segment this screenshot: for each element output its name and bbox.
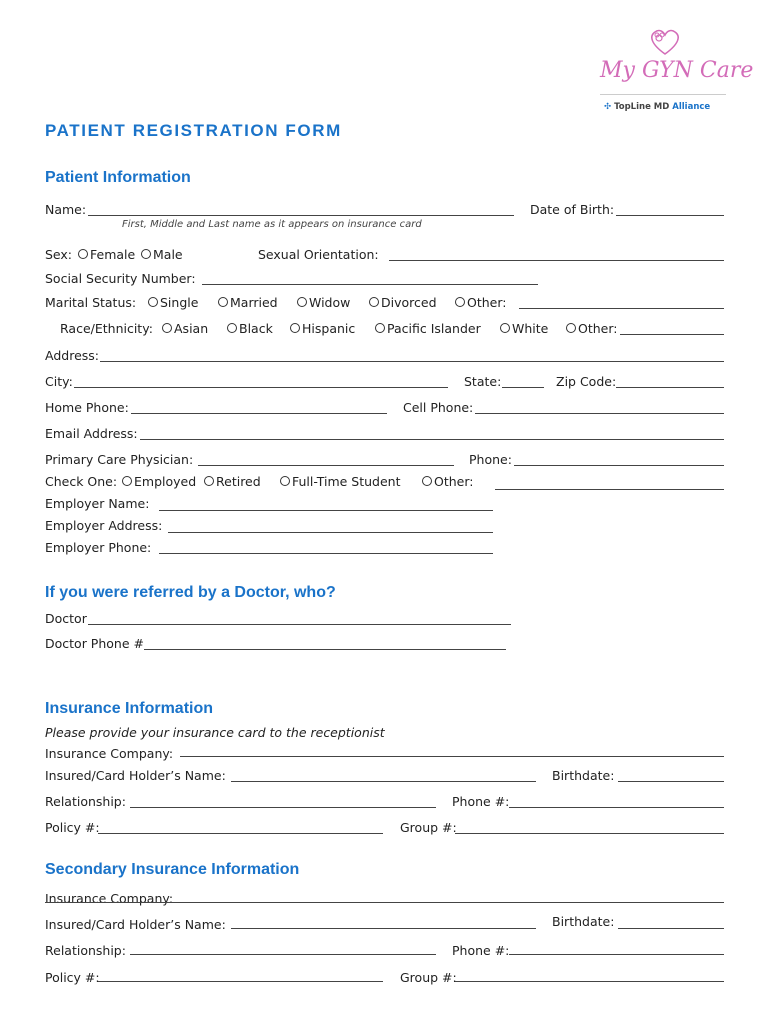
sec-birthdate-field[interactable]: [618, 928, 724, 929]
sec-birthdate-label: Birthdate:: [552, 914, 615, 929]
doctor-label: Doctor: [45, 611, 87, 626]
employer-phone-label: Employer Phone:: [45, 540, 152, 555]
insurance-note: Please provide your insurance card to the receptionist: [45, 725, 385, 740]
ins-relationship-label: Relationship:: [45, 794, 126, 809]
dob-field[interactable]: [616, 215, 724, 216]
form-title: PATIENT REGISTRATION FORM: [45, 121, 342, 140]
secondary-heading: Secondary Insurance Information: [45, 861, 300, 878]
ins-group-label: Group #:: [400, 820, 457, 835]
sec-group-field[interactable]: [455, 981, 724, 982]
partner-logo: [604, 102, 710, 112]
marital-single-radio[interactable]: Single: [148, 295, 198, 310]
ins-policy-field[interactable]: [98, 833, 383, 834]
insurance-heading: Insurance Information: [45, 700, 214, 717]
marital-label: Marital Status:: [45, 295, 137, 310]
doctor-field[interactable]: [88, 624, 511, 625]
employed-radio[interactable]: Employed: [122, 474, 196, 489]
check-other-field[interactable]: [495, 489, 724, 490]
ins-company-field[interactable]: [180, 756, 724, 757]
logo: [600, 26, 754, 116]
race-label: Race/Ethnicity:: [60, 321, 153, 336]
referral-heading: If you were referred by a Doctor, who?: [45, 584, 336, 601]
city-label: City:: [45, 374, 73, 389]
home-phone-label: Home Phone:: [45, 400, 129, 415]
sec-policy-label: Policy #:: [45, 970, 100, 985]
city-field[interactable]: [74, 387, 448, 388]
ins-company-label: Insurance Company:: [45, 746, 174, 761]
sec-relationship-label: Relationship:: [45, 943, 126, 958]
topline-icon: ✣: [604, 102, 612, 112]
heart-flower-icon: [645, 26, 685, 58]
ins-group-field[interactable]: [455, 833, 724, 834]
pcp-label: Primary Care Physician:: [45, 452, 194, 467]
student-radio[interactable]: Full-Time Student: [280, 474, 401, 489]
email-label: Email Address:: [45, 426, 138, 441]
race-asian-radio[interactable]: Asian: [162, 321, 208, 336]
cell-phone-field[interactable]: [475, 413, 724, 414]
sex-female-radio[interactable]: Female: [78, 247, 135, 262]
employer-address-label: Employer Address:: [45, 518, 163, 533]
sec-phone-label: Phone #:: [452, 943, 510, 958]
race-other-field[interactable]: [620, 334, 724, 335]
race-pacific-radio[interactable]: Pacific Islander: [375, 321, 481, 336]
name-field[interactable]: [88, 215, 514, 216]
zip-label: Zip Code:: [556, 374, 617, 389]
ins-policy-label: Policy #:: [45, 820, 100, 835]
employer-name-field[interactable]: [159, 510, 493, 511]
marital-widow-radio[interactable]: Widow: [297, 295, 350, 310]
sec-relationship-field[interactable]: [130, 954, 436, 955]
sec-group-label: Group #:: [400, 970, 457, 985]
check-one-label: Check One:: [45, 474, 118, 489]
ins-phone-field[interactable]: [509, 807, 724, 808]
marital-divorced-radio[interactable]: Divorced: [369, 295, 437, 310]
marital-married-radio[interactable]: Married: [218, 295, 278, 310]
race-black-radio[interactable]: Black: [227, 321, 273, 336]
state-field[interactable]: [502, 387, 544, 388]
ins-birthdate-field[interactable]: [618, 781, 724, 782]
zip-field[interactable]: [616, 387, 724, 388]
ins-holder-field[interactable]: [231, 781, 536, 782]
race-white-radio[interactable]: White: [500, 321, 548, 336]
pcp-field[interactable]: [198, 465, 454, 466]
home-phone-field[interactable]: [131, 413, 387, 414]
orientation-field[interactable]: [389, 260, 724, 261]
partner-suffix: Alliance: [672, 102, 711, 112]
marital-other-field[interactable]: [519, 308, 724, 309]
marital-other-radio[interactable]: Other:: [455, 295, 506, 310]
sex-label: Sex:: [45, 247, 73, 262]
pcp-phone-field[interactable]: [514, 465, 724, 466]
ssn-field[interactable]: [202, 284, 538, 285]
check-other-radio[interactable]: Other:: [422, 474, 473, 489]
sec-phone-field[interactable]: [509, 954, 724, 955]
address-label: Address:: [45, 348, 99, 363]
logo-brand: My GYN Care: [600, 58, 754, 83]
doctor-phone-label: Doctor Phone #: [45, 636, 144, 651]
name-hint: First, Middle and Last name as it appears on insurance card: [122, 219, 422, 230]
sec-holder-label: Insured/Card Holder’s Name:: [45, 917, 226, 932]
ins-relationship-field[interactable]: [130, 807, 436, 808]
race-hispanic-radio[interactable]: Hispanic: [290, 321, 355, 336]
employer-address-field[interactable]: [168, 532, 493, 533]
name-label: Name:: [45, 202, 87, 217]
ins-birthdate-label: Birthdate:: [552, 768, 615, 783]
ssn-label: Social Security Number:: [45, 271, 196, 286]
sec-company-label: Insurance Company:: [45, 891, 174, 906]
ins-phone-label: Phone #:: [452, 794, 510, 809]
race-other-radio[interactable]: Other:: [566, 321, 617, 336]
partner-name: TopLine MD: [614, 102, 670, 112]
sec-policy-field[interactable]: [98, 981, 383, 982]
sec-company-field[interactable]: [45, 902, 724, 903]
logo-divider: [600, 94, 726, 95]
dob-label: Date of Birth:: [530, 202, 615, 217]
state-label: State:: [464, 374, 502, 389]
sex-male-radio[interactable]: Male: [141, 247, 183, 262]
ins-holder-label: Insured/Card Holder’s Name:: [45, 768, 226, 783]
address-field[interactable]: [100, 361, 724, 362]
email-field[interactable]: [140, 439, 724, 440]
sec-holder-field[interactable]: [231, 928, 536, 929]
cell-phone-label: Cell Phone:: [403, 400, 474, 415]
patient-info-heading: Patient Information: [45, 169, 191, 186]
employer-name-label: Employer Name:: [45, 496, 150, 511]
pcp-phone-label: Phone:: [469, 452, 512, 467]
orientation-label: Sexual Orientation:: [258, 247, 379, 262]
doctor-phone-field[interactable]: [144, 649, 506, 650]
employer-phone-field[interactable]: [159, 553, 493, 554]
retired-radio[interactable]: Retired: [204, 474, 261, 489]
